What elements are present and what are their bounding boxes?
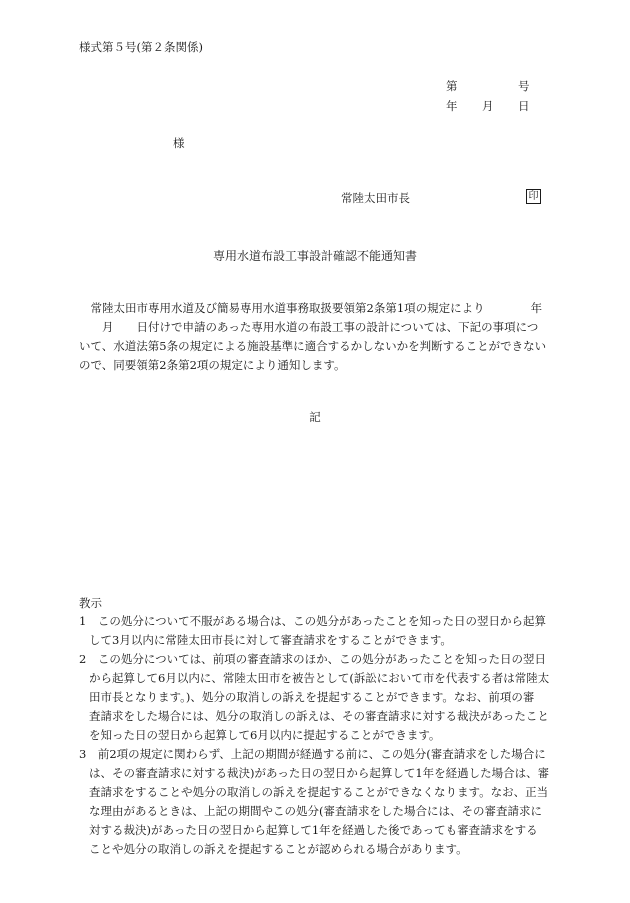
instruction-line: 2 この処分については、前項の審査請求のほか、この処分があったことを知った日の翌日 [79,652,546,666]
instruction-line: を知った日の翌日から起算して6月以内に提起することができます。 [89,728,441,742]
instruction-line: 査請求をした場合には、処分の取消しの訴えは、その審査請求に対する裁決があったこと [89,709,549,723]
instruction-line: 3 前2項の規定に関わらず、上記の期間が経過する前に、この処分(審査請求をした場合に [79,747,546,761]
number-suffix: 号 [518,79,530,93]
instruction-line: から起算して6月以内に、常陸太田市を被告として(訴訟において市を代表する者は常陸太 [89,671,550,685]
date-month: 月 [482,99,494,113]
body-line: 月 日付けで申請のあった専用水道の布設工事の設計については、下記の事項につ [79,320,539,334]
body-line: ので、同要領第2条第2項の規定により通知します。 [79,358,346,372]
instruction-line: な理由があるときは、上記の期間やこの処分(審査請求をした場合には、その審査請求に [89,804,542,818]
date-day: 日 [518,99,530,113]
instruction-line: 対する裁決)があった日の翌日から起算して1年を経過した後であっても審査請求をする [89,823,538,837]
body-line: 常陸太田市専用水道及び簡易専用水道事務取扱要領第2条第1項の規定により 年 [79,301,543,315]
instruction-item-2 [79,650,559,745]
instruction-item-1 [79,612,559,650]
body-paragraph [79,299,555,375]
number-prefix: 第 [446,79,458,93]
instruction-line: して3月以内に常陸太田市長に対して審査請求をすることができます。 [89,633,452,647]
addressee-suffix: 様 [173,136,185,150]
instruction-line: 1 この処分について不服がある場合は、この処分があったことを知った日の翌日から起算 [79,614,546,628]
body-line: いて、水道法第5条の規定による施設基準に適合するかしないかを判断することができない [79,339,547,353]
instruction-line: は、その審査請求に対する裁決)があった日の翌日から起算して1年を経過した場合は、審 [89,766,550,780]
seal-mark: 印 [526,189,541,204]
form-label: 様式第５号(第２条関係) [79,40,203,54]
ki-heading: 記 [309,410,321,424]
instruction-line: 査請求をすることや処分の取消しの訴えを提起することができなくなります。なお、正当 [89,785,549,799]
instruction-line: ことや処分の取消しの訴えを提起することが認められる場合があります。 [89,842,468,856]
date-year: 年 [446,99,458,113]
instruction-heading: 教示 [79,596,102,610]
instruction-item-3 [79,745,559,859]
issuer-name: 常陸太田市長 [341,191,410,205]
document-title: 専用水道布設工事設計確認不能通知書 [212,249,417,263]
instruction-line: 田市長となります。)、処分の取消しの訴えを提起することができます。なお、前項の審 [89,690,535,704]
